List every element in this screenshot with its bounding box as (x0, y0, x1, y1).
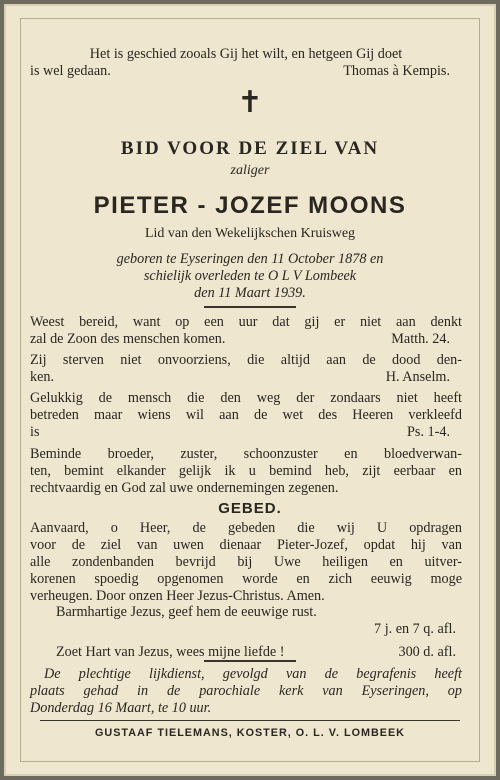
verse-line: Beminde broeder, zuster, schoonzuster en bloedverwan- (30, 446, 462, 462)
invocation-2-indulgence: 300 d. afl. (398, 644, 456, 660)
verse-line (30, 331, 462, 348)
page-title: BID VOOR DE ZIEL VAN (120, 138, 380, 159)
verse-line: Weest bereid, want op een uur dat gij er niet aan denkt (30, 314, 462, 330)
verse-line (30, 424, 462, 441)
birth-line-3: den 11 Maart 1939. (194, 285, 306, 301)
footer-divider (40, 720, 460, 721)
verse-reference: Matth. 24. (391, 331, 450, 347)
verse-line: Gelukkig de mensch die den weg der zondaars niet heeft (30, 390, 462, 406)
quote-line-2-text: is wel gedaan. (30, 63, 111, 79)
quote (30, 46, 462, 80)
birth-line-1: geboren te Eyseringen den 11 October 1878 en (116, 251, 384, 267)
prayer-line: Aanvaard, o Heer, de gebeden die wij U opdragen (30, 520, 462, 536)
funeral-line: Donderdag 16 Maart, te 10 uur. (30, 700, 212, 716)
prayer-line: alle zondenbanden bevrijd bij Uwe heiligen en uitver- (30, 554, 462, 570)
verse-line (30, 369, 462, 386)
funeral-notice (30, 666, 462, 717)
prayer-line: verheugen. Door onzen Heer Jezus-Christus. Amen. (30, 588, 325, 604)
verse-text: zal de Zoon des menschen komen. (30, 331, 226, 347)
prayer-heading: GEBED. (218, 500, 282, 517)
verse-2 (30, 352, 462, 386)
quote-line-1: Het is geschied zooals Gij het wilt, en hetgeen Gij doet (89, 46, 403, 62)
printer-credit: GUSTAAF TIELEMANS, KOSTER, O. L. V. LOMBEEK (95, 727, 405, 739)
funeral-line: De plechtige lijkdienst, gevolgd van de begrafenis heeft (44, 666, 462, 682)
quote-attribution: Thomas à Kempis. (343, 63, 450, 79)
birth-death-info (0, 251, 500, 302)
divider (204, 660, 296, 662)
verse-line: betreden maar wiens wil aan de wet des Heeren verkleefd (30, 407, 462, 423)
prayer-line: voor de ziel van uwen dienaar Pieter-Jozef, opdat hij van (30, 537, 462, 553)
verse-3 (30, 390, 462, 441)
invocations (30, 604, 462, 661)
verse-1 (30, 314, 462, 348)
invocation-1-text: Barmhartige Jezus, geef hem de eeuwige rust. (56, 604, 317, 620)
funeral-line: plaats gehad in de parochiale kerk van Eyseringen, op (30, 683, 462, 699)
birth-line-2: schielijk overleden te O L V Lombeek (143, 268, 357, 284)
verse-line: rechtvaardig en God zal uwe ondernemingen zegenen. (30, 480, 339, 496)
prayer-line: korenen spoedig opgenomen worde en zich eeuwig moge (30, 571, 462, 587)
membership: Lid van den Wekelijkschen Kruisweg (144, 226, 356, 241)
quote-line-2 (30, 63, 462, 80)
verse-reference: Ps. 1-4. (407, 424, 450, 440)
divider (204, 306, 296, 308)
invocation-1-indulgence: 7 j. en 7 q. afl. (374, 621, 456, 637)
prayer-text (30, 520, 462, 605)
verse-text: ken. (30, 369, 55, 385)
verse-line: Zij sterven niet onvoorziens, die altijd aan de dood den- (30, 352, 462, 368)
invocation-2-text: Zoet Hart van Jezus, wees mijne liefde ! (56, 644, 285, 660)
verse-4 (30, 446, 462, 497)
cross-icon: ✝ (237, 85, 263, 120)
subtitle: zaliger (230, 163, 270, 178)
deceased-name: PIETER - JOZEF MOONS (93, 192, 407, 219)
verse-line: ten, bemint elkander gelijk ik u bemind heb, zijt eerbaar en (30, 463, 462, 479)
verse-text: is (30, 424, 40, 440)
invocation-2 (30, 644, 462, 661)
verse-reference: H. Anselm. (385, 369, 450, 385)
